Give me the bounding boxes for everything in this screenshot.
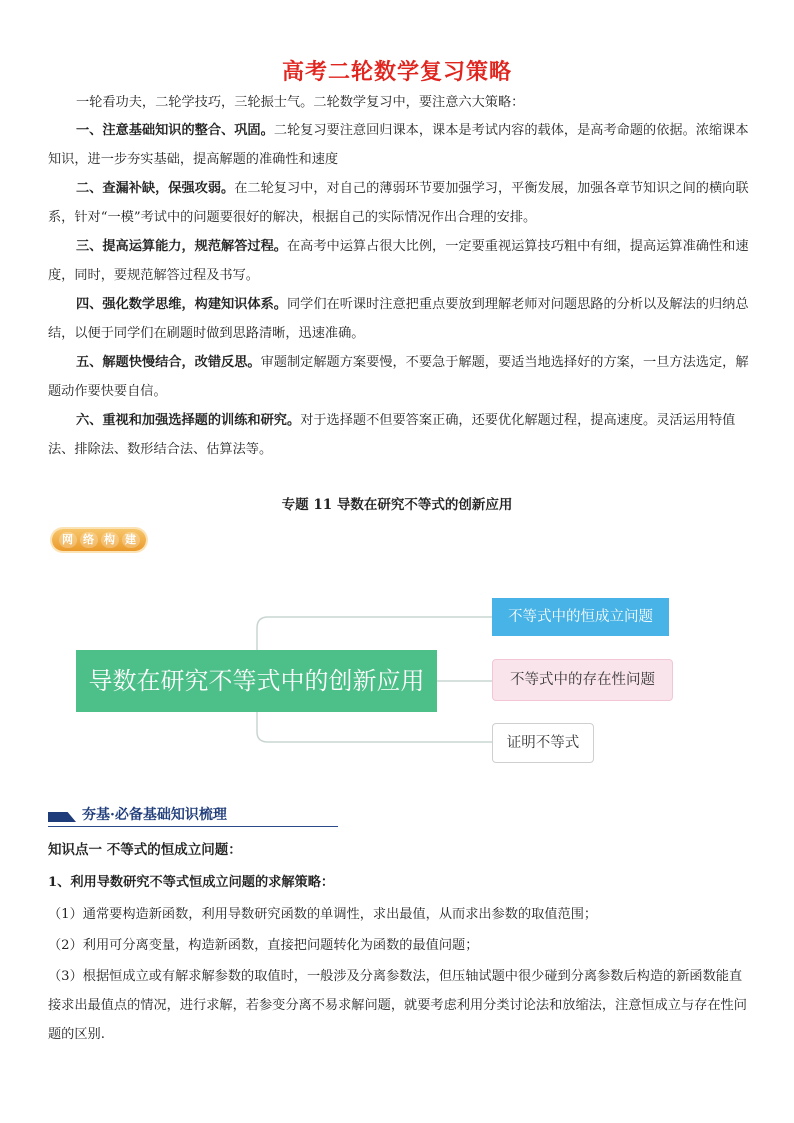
knowledge-point-title: 知识点一 不等式的恒成立问题： (48, 842, 242, 858)
strategy-1 (48, 116, 750, 174)
section-bar-icon (48, 812, 76, 822)
strategy-4-lead: 四、强化数学思维，构建知识体系。 (76, 297, 287, 312)
connector-line (257, 712, 492, 742)
strategy-2-lead: 二、查漏补缺，保强攻弱。 (76, 181, 235, 196)
strategy-4 (48, 290, 750, 348)
item-1: （1）通常要构造新函数，利用导数研究函数的单调性，求出最值，从而求出参数的取值范围； (48, 907, 598, 922)
connector-line (257, 617, 492, 650)
item-3: （3）根据恒成立或有解求解参数的取值时，一般涉及分离参数法，但压轴试题中很少碰到分离参数后构造的新函数能直接求出最值点的情况，进行求解，若参变分离不易求解问题，就要考虑利用分类讨论法和放缩法，注意恒成立与存在性问题的区别. (48, 969, 747, 1042)
mindmap-branch-1: 不等式中的恒成立问题 (492, 598, 669, 636)
strategy-3-text: 在高考中运算占很大比例，一定要重视运算技巧粗中有细，提高运算准确性和速度，同时，要规范解答过程及书写。 (48, 239, 749, 283)
item-2: （2）利用可分离变量，构造新函数，直接把问题转化为函数的最值问题； (48, 938, 479, 953)
page-title: 高考二轮数学复习策略 (281, 60, 512, 85)
topic-title: 专题 11 导数在研究不等式的创新应用 (281, 497, 513, 513)
strategy-6-lead: 六、重视和加强选择题的训练和研究。 (76, 413, 301, 428)
strategy-5-lead: 五、解题快慢结合，改错反思。 (76, 355, 261, 370)
strategy-heading: 1、利用导数研究不等式恒成立问题的求解策略： (48, 875, 335, 890)
badge-char: 构 (101, 532, 119, 548)
strategy-5 (48, 348, 750, 406)
strategy-2 (48, 174, 750, 232)
strategy-3-lead: 三、提高运算能力，规范解答过程。 (76, 239, 287, 254)
strategy-5-text: 审题制定解题方案要慢，不要急于解题，要适当地选择好的方案，一旦方法选定，解题动作要快要自信。 (48, 355, 749, 399)
strategy-6-text: 对于选择题不但要答案正确，还要优化解题过程，提高速度。灵活运用特值法、排除法、数形结合法、估算法等。 (48, 413, 736, 457)
strategy-2-text: 在二轮复习中，对自己的薄弱环节要加强学习，平衡发展，加强各章节知识之间的横向联系，针对“一模”考试中的问题要很好的解决，根据自己的实际情况作出合理的安排。 (48, 181, 749, 225)
intro-paragraph: 一轮看功夫，二轮学技巧，三轮振士气。二轮数学复习中，要注意六大策略： (76, 95, 525, 110)
strategy-4-text: 同学们在听课时注意把重点要放到理解老师对问题思路的分析以及解法的归纳总结，以便于同学们在刷题时做到思路清晰，迅速准确。 (48, 297, 749, 341)
badge-char: 络 (80, 532, 98, 548)
badge-char: 网 (59, 532, 77, 548)
strategy-3 (48, 232, 750, 290)
mindmap-branch-3: 证明不等式 (492, 723, 594, 763)
mindmap-branch-2: 不等式中的存在性问题 (492, 659, 673, 701)
mindmap-root: 导数在研究不等式中的创新应用 (76, 650, 437, 712)
strategy-1-text: 二轮复习要注意回归课本，课本是考试内容的载体，是高考命题的依据。浓缩课本知识，进一步夯实基础，提高解题的准确性和速度 (48, 123, 749, 167)
network-build-badge (52, 529, 146, 551)
strategy-6 (48, 406, 750, 464)
strategy-1-lead: 一、注意基础知识的整合、巩固。 (76, 123, 274, 138)
section-header (48, 804, 338, 827)
badge-char: 建 (122, 532, 140, 548)
section-header-text: 夯基·必备基础知识梳理 (82, 807, 227, 823)
